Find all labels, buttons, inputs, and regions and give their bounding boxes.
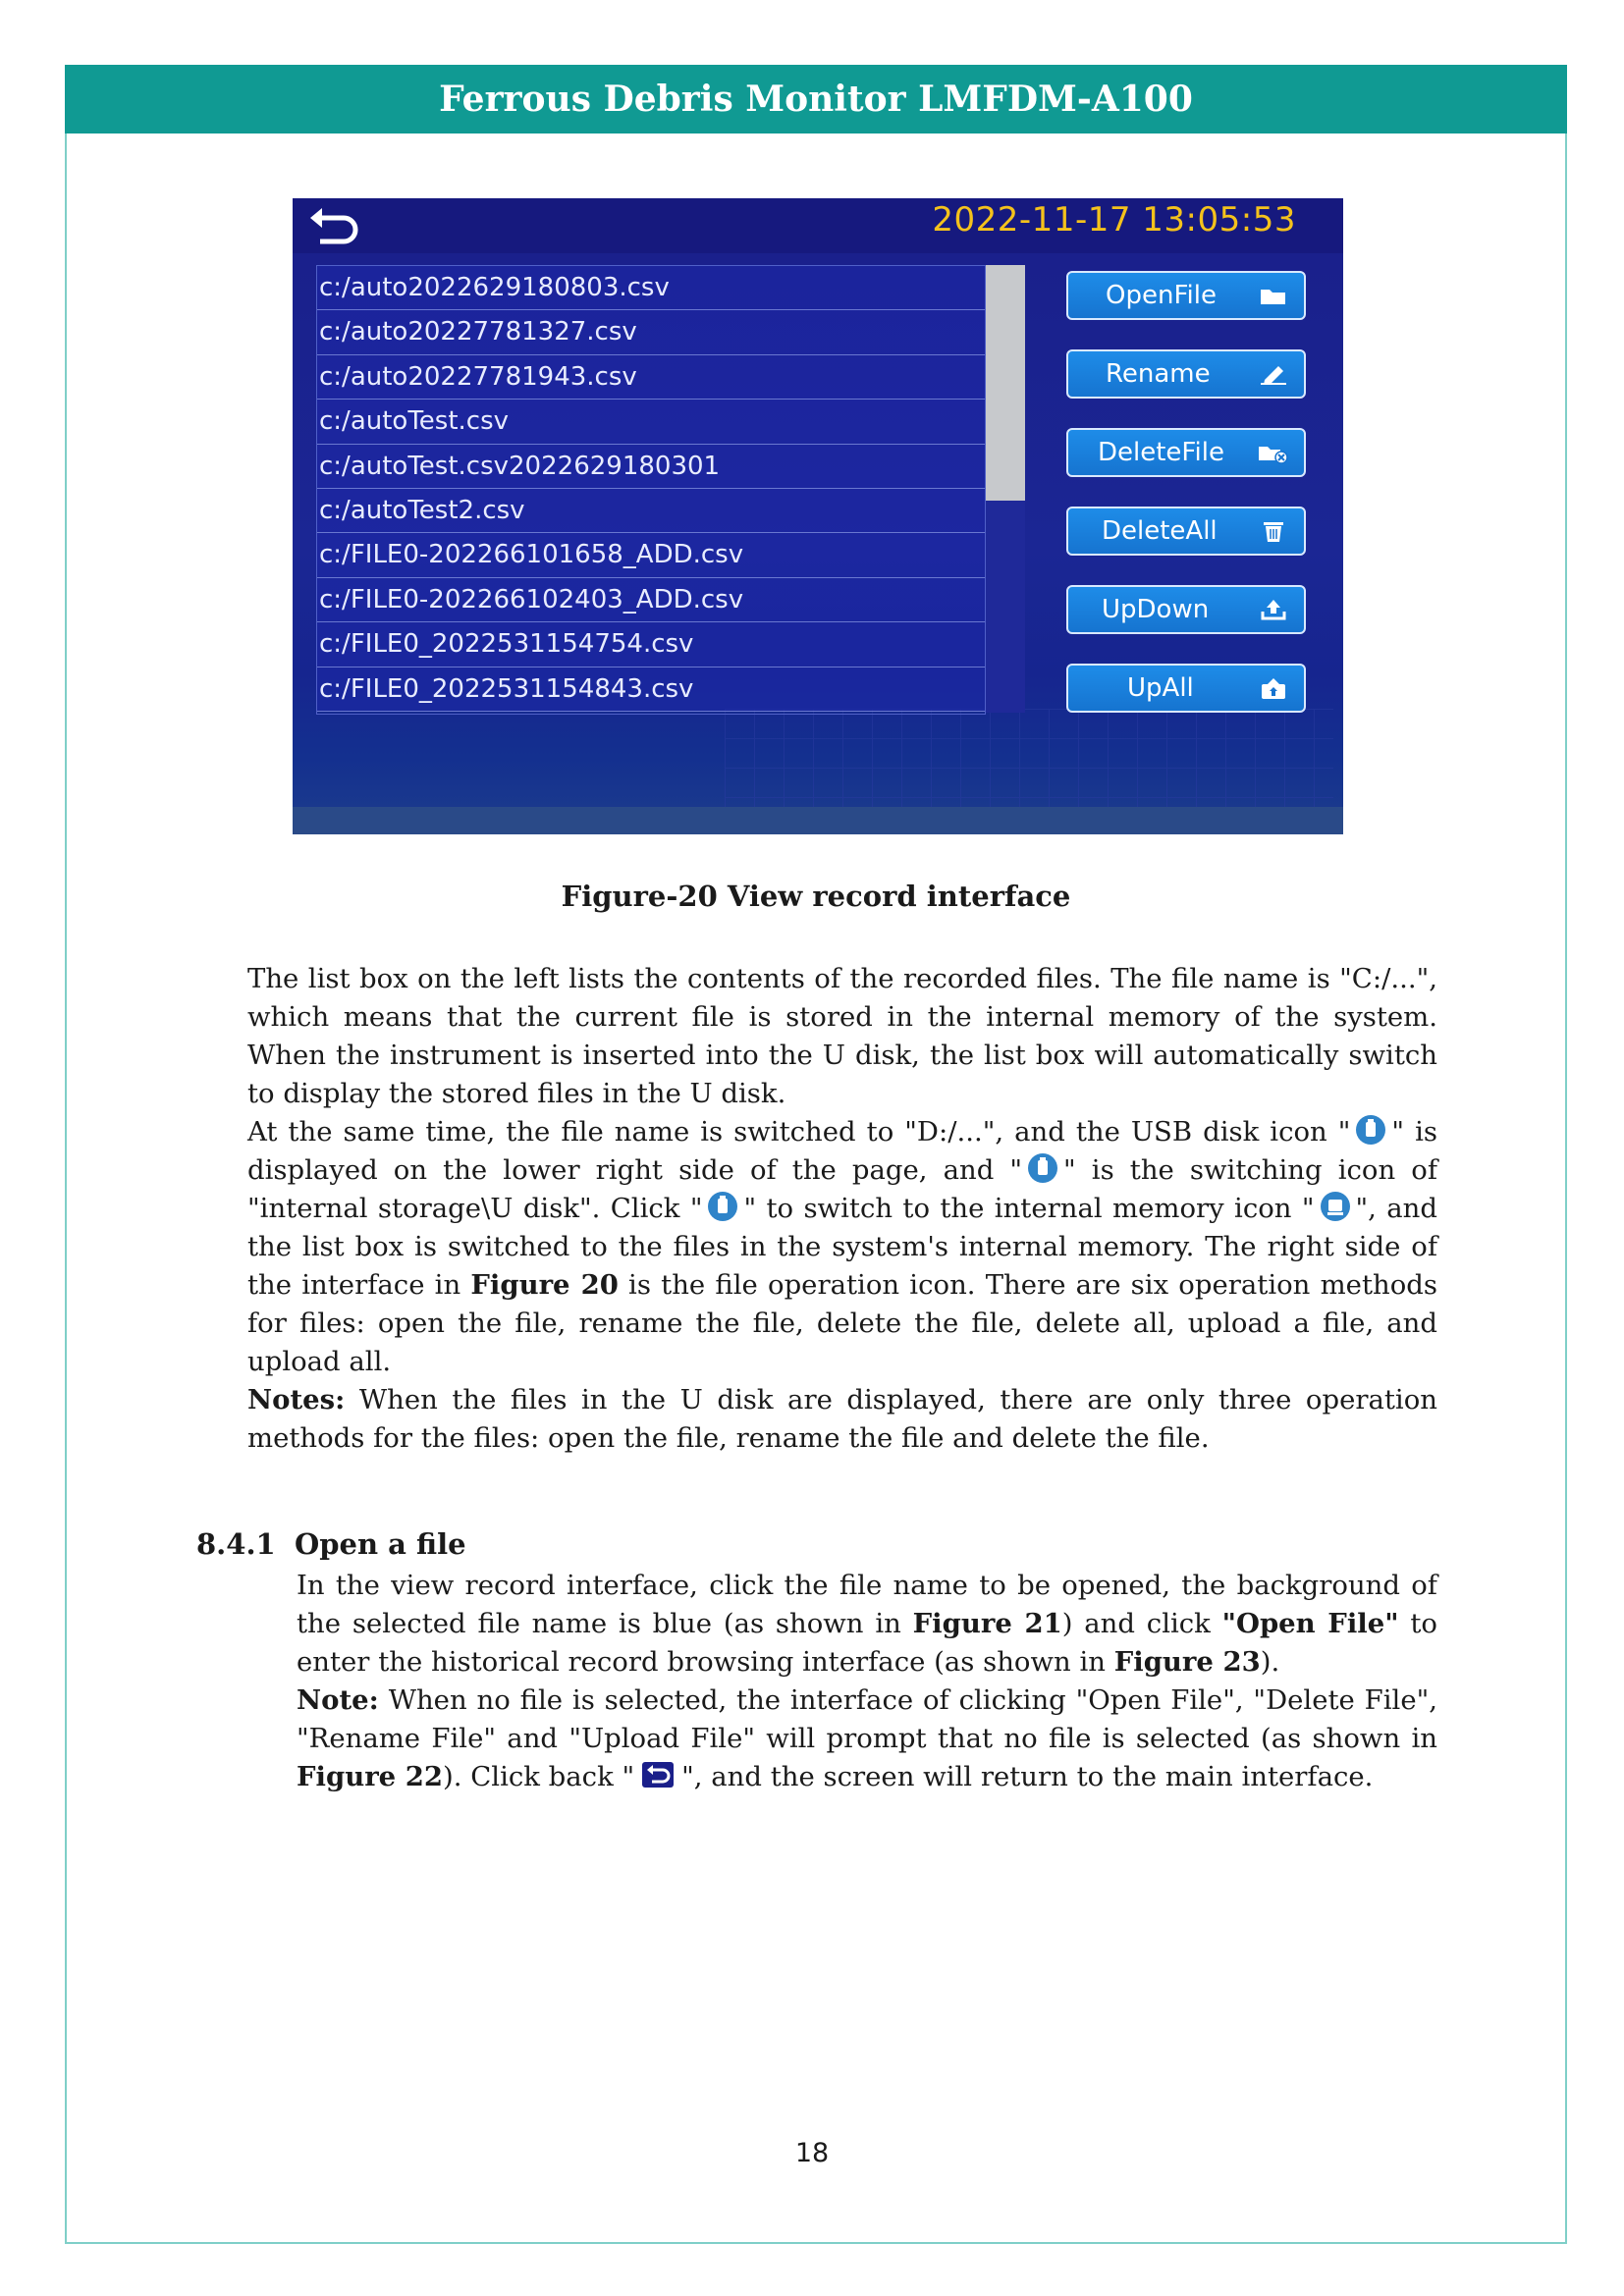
text-fragment: to enter the historical record browsing interface (as shown in xyxy=(297,1608,1437,1678)
folder-icon xyxy=(1259,284,1288,307)
text-fragment: ", and the list box is switched to the files in the system's internal memory. The right side of the interface in xyxy=(247,1193,1437,1301)
delete-folder-icon xyxy=(1259,441,1288,464)
usb-disk-icon xyxy=(706,1190,739,1223)
open-file-button[interactable] xyxy=(1066,271,1306,320)
figure-caption: Figure-20 View record interface xyxy=(561,880,1071,913)
notes-text: When the files in the U disk are displayed, there are only three operation methods for the files: open the file, rename the file and delete the file. xyxy=(247,1384,1437,1454)
section-number: 8.4.1 xyxy=(196,1527,276,1561)
file-list-item[interactable]: c:/FILE0_2022531154754.csv xyxy=(317,622,985,667)
usb-disk-icon xyxy=(1026,1151,1059,1185)
open-file-label: OpenFile xyxy=(1106,281,1217,310)
usb-disk-icon xyxy=(1354,1113,1387,1147)
rename-button[interactable] xyxy=(1066,349,1306,399)
text-fragment: " is the switching icon of "internal storage\U disk". Click " xyxy=(247,1154,1437,1224)
upall-button[interactable] xyxy=(1066,664,1306,713)
text-fragment: In the view record interface, click the file name to be opened, the background of the selected file name is blue (as shown in xyxy=(297,1570,1437,1639)
rename-label: Rename xyxy=(1106,359,1211,389)
text-fragment: At the same time, the file name is switched to "D:/...", and the USB disk icon " xyxy=(247,1116,1351,1148)
section-heading xyxy=(196,1527,466,1561)
figure-reference: Figure 23 xyxy=(1113,1646,1261,1678)
note-text: When no file is selected, the interface of clicking "Open File", "Delete File", "Rename File" and "Upload File" will prompt that no file is selected (as shown in xyxy=(297,1684,1437,1754)
trash-icon xyxy=(1259,519,1288,543)
delete-all-button[interactable] xyxy=(1066,507,1306,556)
figure-reference: Figure 20 xyxy=(470,1269,619,1301)
note-label: Note: xyxy=(297,1684,379,1716)
section-title: Open a file xyxy=(295,1527,466,1561)
page-number: 18 xyxy=(794,2138,830,2168)
note-text: ). Click back " xyxy=(443,1761,635,1792)
file-list-item[interactable]: c:/FILE0_2022531154843.csv xyxy=(317,667,985,712)
upall-label: UpAll xyxy=(1127,673,1194,703)
file-list-item[interactable]: c:/auto20227781327.csv xyxy=(317,310,985,354)
note-text: ", and the screen will return to the main interface. xyxy=(681,1761,1374,1792)
file-list-item[interactable]: c:/auto20227781943.csv xyxy=(317,355,985,400)
screen-bottom-strip xyxy=(293,807,1343,834)
paragraph-open-file xyxy=(297,1567,1437,1796)
pencil-icon xyxy=(1259,362,1288,386)
page-header xyxy=(65,65,1567,133)
updown-label: UpDown xyxy=(1102,595,1210,624)
paragraph-list-box: The list box on the left lists the contents of the recorded files. The file name is "C:/...", which means that the current file is stored in the internal memory of the system. When the instrument is inserted into the U disk, the list box will automatically switch to display the stored files in the U disk. xyxy=(247,963,1437,1109)
delete-file-label: DeleteFile xyxy=(1098,438,1224,467)
open-file-reference: "Open File" xyxy=(1221,1608,1399,1639)
file-list-item[interactable]: c:/auto2022629180803.csv xyxy=(317,266,985,310)
header-title: Ferrous Debris Monitor LMFDM-A100 xyxy=(439,79,1193,120)
text-fragment: is the file operation icon. There are six operation methods for files: open the file, rename the file, delete the file, delete all, upload a file, and upload all. xyxy=(247,1269,1437,1377)
figure-reference: Figure 21 xyxy=(912,1608,1062,1639)
paragraph-usb-switch xyxy=(247,1113,1437,1458)
back-arrow-icon xyxy=(638,1758,677,1791)
upload-all-icon xyxy=(1259,676,1288,700)
file-list[interactable] xyxy=(316,265,986,715)
upload-icon xyxy=(1259,598,1288,621)
internal-memory-icon xyxy=(1319,1190,1352,1223)
file-list-item[interactable]: c:/autoTest.csv xyxy=(317,400,985,444)
view-record-screenshot xyxy=(293,198,1343,834)
file-list-item[interactable]: c:/FILE0-202266101658_ADD.csv xyxy=(317,533,985,577)
text-fragment: ). xyxy=(1260,1646,1280,1678)
datetime-display: 2022-11-17 13:05:53 xyxy=(932,200,1296,240)
updown-button[interactable] xyxy=(1066,585,1306,634)
figure-reference: Figure 22 xyxy=(297,1761,444,1792)
delete-file-button[interactable] xyxy=(1066,428,1306,477)
back-arrow-icon[interactable] xyxy=(306,204,363,247)
notes-label: Notes: xyxy=(247,1384,346,1415)
file-list-item[interactable]: c:/autoTest2.csv xyxy=(317,489,985,533)
text-fragment: ) and click xyxy=(1061,1608,1222,1639)
delete-all-label: DeleteAll xyxy=(1102,516,1218,546)
text-fragment: " is displayed on the lower right side of the page, and " xyxy=(247,1116,1437,1186)
scrollbar-thumb[interactable] xyxy=(986,265,1025,501)
file-list-item[interactable]: c:/FILE0-202266102403_ADD.csv xyxy=(317,578,985,622)
file-list-item[interactable]: c:/autoTest.csv2022629180301 xyxy=(317,445,985,489)
background-grid xyxy=(725,709,1333,807)
text-fragment: " to switch to the internal memory icon " xyxy=(743,1193,1315,1224)
